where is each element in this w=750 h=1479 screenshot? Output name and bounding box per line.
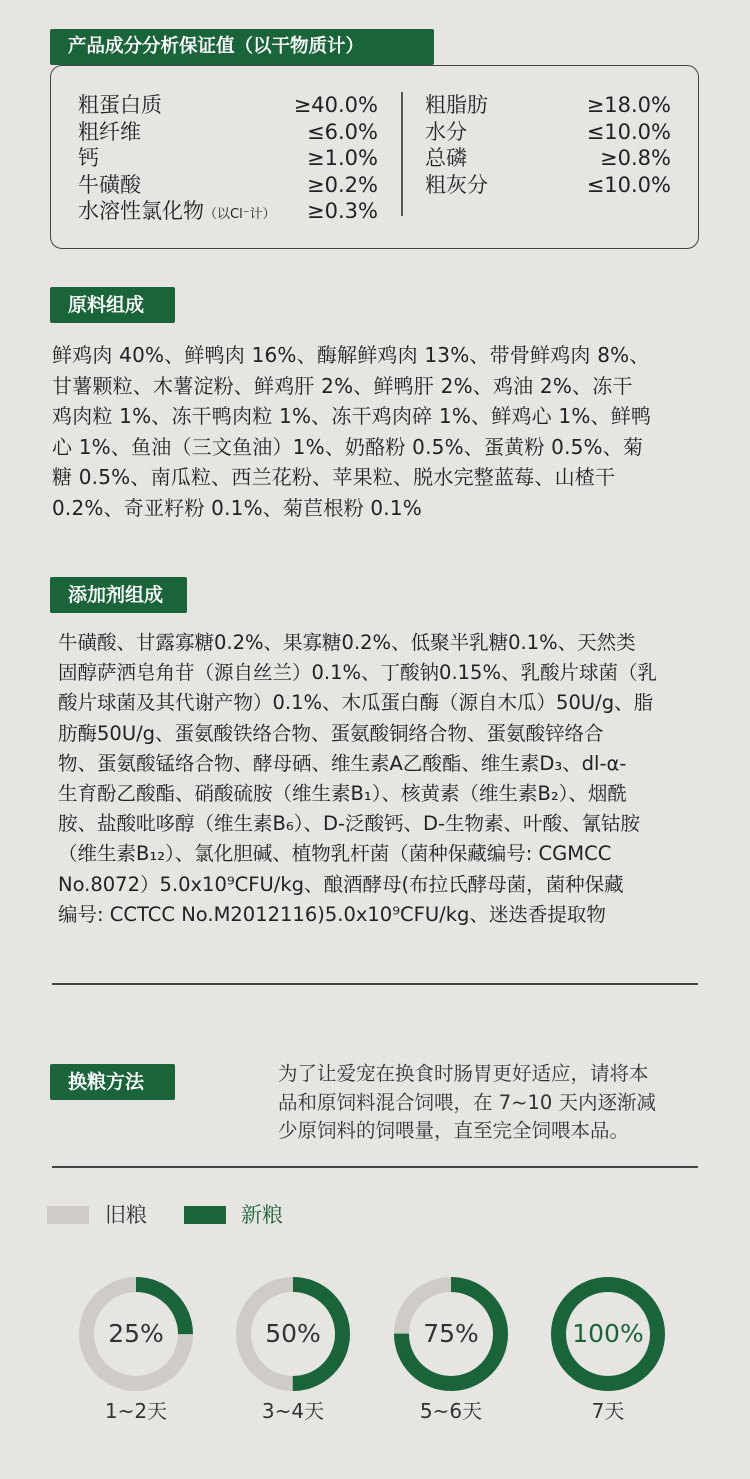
additives-line: 牛磺酸、甘露寡糖0.2%、果寡糖0.2%、低聚半乳糖0.1%、天然类 bbox=[58, 631, 636, 654]
method-text bbox=[278, 1060, 698, 1146]
ingredients-line: 心 1%、鱼油（三文鱼油）1%、奶酪粉 0.5%、蛋黄粉 0.5%、菊 bbox=[52, 434, 644, 459]
method-text-line: 品和原饲料混合饲喂，在 7~10 天内逐渐减 bbox=[278, 1090, 656, 1114]
analysis-item-note: （以Cl⁻计） bbox=[204, 207, 276, 222]
analysis-item-value: ≤6.0% bbox=[307, 119, 378, 144]
stage-days-label: 3~4天 bbox=[261, 1399, 325, 1423]
analysis-item-name: 粗蛋白质 bbox=[78, 93, 162, 117]
analysis-item-value: ≥0.8% bbox=[600, 146, 671, 170]
analysis-row bbox=[78, 119, 378, 146]
stage-days-label: 5~6天 bbox=[419, 1399, 483, 1423]
analysis-item-name: 水分 bbox=[425, 119, 467, 144]
stage-percent-label: 100% bbox=[572, 1319, 644, 1348]
additives-line: No.8072）5.0x10⁹CFU/kg、酿酒酵母(布拉氏酵母菌，菌种保藏 bbox=[58, 872, 624, 896]
analysis-item-name: 总磷 bbox=[425, 146, 467, 170]
ingredients-line: 鲜鸡肉 40%、鲜鸭肉 16%、酶解鲜鸡肉 13%、带骨鲜鸡肉 8%、 bbox=[52, 343, 650, 367]
analysis-item-name: 粗纤维 bbox=[78, 119, 141, 144]
analysis-item-value: ≥0.3% bbox=[307, 199, 378, 223]
stage-days-label: 7天 bbox=[591, 1399, 625, 1423]
method-text-line: 为了让爱宠在换食时肠胃更好适应，请将本 bbox=[278, 1062, 649, 1085]
analysis-item-value: ≥40.0% bbox=[293, 93, 378, 117]
legend-new-label: 新粮 bbox=[241, 1203, 283, 1227]
additives-line: 生育酚乙酸酯、硝酸硫胺（维生素B₁）、核黄素（维生素B₂）、烟酰 bbox=[58, 782, 627, 806]
analysis-item-value: ≥0.2% bbox=[307, 172, 378, 197]
analysis-row bbox=[78, 92, 378, 119]
section-divider bbox=[52, 983, 698, 985]
additives-line: 固醇萨洒皂角苷（源自丝兰）0.1%、丁酸钠0.15%、乳酸片球菌（乳 bbox=[58, 661, 657, 685]
analysis-item-value: ≥1.0% bbox=[307, 146, 378, 170]
additives-line: 肪酶50U/g、蛋氨酸铁络合物、蛋氨酸铜络合物、蛋氨酸锌络合 bbox=[58, 721, 604, 745]
stage-days-label: 1~2天 bbox=[104, 1399, 168, 1423]
method-divider bbox=[52, 1166, 698, 1168]
ingredients-line: 鸡肉粒 1%、冻干鸭肉粒 1%、冻干鸡肉碎 1%、鲜鸡心 1%、鲜鸭 bbox=[52, 404, 652, 428]
ingredients-text bbox=[52, 340, 702, 523]
ingredients-line: 甘薯颗粒、木薯淀粉、鲜鸡肝 2%、鲜鸭肝 2%、鸡油 2%、冻干 bbox=[52, 373, 633, 398]
analysis-item-name: 粗脂肪 bbox=[425, 93, 488, 117]
additives-line: 物、蛋氨酸锰络合物、酵母硒、维生素A乙酸酯、维生素D₃、dl-α- bbox=[58, 751, 627, 775]
analysis-item-name: 牛磺酸 bbox=[78, 172, 141, 197]
analysis-row bbox=[78, 172, 378, 199]
analysis-row bbox=[425, 145, 671, 172]
analysis-item-value: ≥18.0% bbox=[586, 93, 671, 117]
stage-percent-label: 75% bbox=[423, 1319, 479, 1348]
analysis-left-column bbox=[78, 92, 378, 229]
analysis-column-divider bbox=[401, 92, 403, 216]
analysis-row bbox=[425, 92, 671, 119]
analysis-item-name-text: 水溶性氯化物 bbox=[78, 199, 204, 223]
additives-line: 胺、盐酸吡哆醇（维生素B₆）、D-泛酸钙、D-生物素、叶酸、氰钴胺 bbox=[58, 812, 641, 836]
ingredients-line: 0.2%、奇亚籽粉 0.1%、菊苣根粉 0.1% bbox=[52, 495, 422, 520]
additives-line: （维生素B₁₂）、氯化胆碱、植物乳杆菌（菌种保藏编号: CGMCC bbox=[58, 842, 612, 866]
analysis-item-value: ≤10.0% bbox=[586, 172, 671, 197]
analysis-item-name bbox=[78, 198, 276, 229]
analysis-item-name: 粗灰分 bbox=[425, 172, 488, 197]
method-title-tag: 换粮方法 bbox=[50, 1064, 175, 1100]
legend-new-swatch bbox=[184, 1206, 226, 1224]
analysis-item-value: ≤10.0% bbox=[586, 119, 671, 144]
additives-text bbox=[58, 628, 698, 930]
stage-percent-label: 25% bbox=[108, 1319, 164, 1348]
analysis-row bbox=[425, 119, 671, 146]
method-text-line: 少原饲料的饲喂量，直至完全饲喂本品。 bbox=[278, 1119, 630, 1142]
legend-old-swatch bbox=[47, 1206, 89, 1224]
analysis-row bbox=[78, 145, 378, 172]
analysis-row bbox=[425, 172, 671, 199]
analysis-row bbox=[78, 198, 378, 229]
additives-line: 酸片球菌及其代谢产物）0.1%、木瓜蛋白酶（源自木瓜）50U/g、脂 bbox=[58, 691, 654, 715]
ingredients-line: 糖 0.5%、南瓜粒、西兰花粉、苹果粒、脱水完整蓝莓、山楂干 bbox=[52, 465, 616, 489]
analysis-title-tag: 产品成分分析保证值（以干物质计） bbox=[50, 29, 434, 65]
additives-line: 编号: CCTCC No.M2012116)5.0x10⁹CFU/kg、迷迭香提取物 bbox=[58, 902, 606, 926]
additives-title-tag: 添加剂组成 bbox=[50, 577, 187, 613]
analysis-item-name: 钙 bbox=[78, 146, 99, 170]
ingredients-title-tag: 原料组成 bbox=[50, 287, 175, 323]
legend-old-label: 旧粮 bbox=[105, 1203, 147, 1227]
analysis-right-column bbox=[425, 92, 671, 198]
stage-percent-label: 50% bbox=[265, 1319, 321, 1348]
